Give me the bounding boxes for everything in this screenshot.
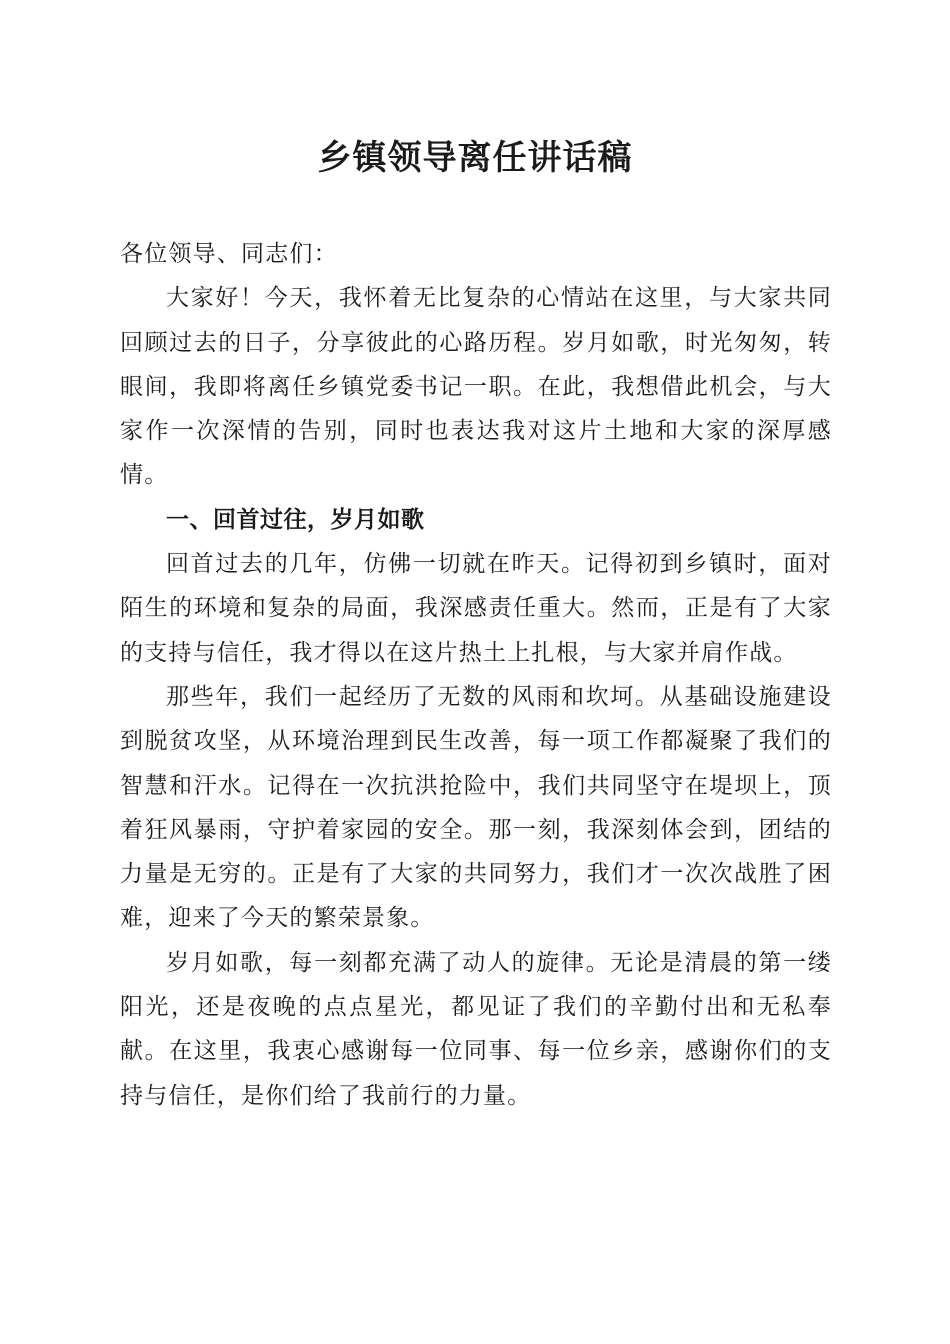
- body-paragraph: 那些年，我们一起经历了无数的风雨和坎坷。从基础设施建设到脱贫攻坚，从环境治理到民生改善，每一项工作都凝聚了我们的智慧和汗水。记得在一次抗洪抢险中，我们共同坚守在堤坝上，顶着狂风暴雨，守护着家园的安全。那一刻，我深刻体会到，团结的力量是无穷的。正是有了大家的共同努力，我们才一次次战胜了困难，迎来了今天的繁荣景象。: [120, 683, 832, 932]
- body-paragraph: 岁月如歌，每一刻都充满了动人的旋律。无论是清晨的第一缕阳光，还是夜晚的点点星光，都见证了我们的辛勤付出和无私奉献。在这里，我衷心感谢每一位同事、每一位乡亲，感谢你们的支持与信任，是你们给了我前行的力量。: [120, 949, 832, 1109]
- section-heading: 一、回首过往，岁月如歌: [166, 506, 425, 533]
- intro-paragraph: 大家好！今天，我怀着无比复杂的心情站在这里，与大家共同回顾过去的日子，分享彼此的心路历程。岁月如歌，时光匆匆，转眼间，我即将离任乡镇党委书记一职。在此，我想借此机会，与大家作一次深情的告别，同时也表达我对这片土地和大家的深厚感情。: [120, 285, 832, 489]
- document-body: [120, 232, 832, 1118]
- salutation: 各位领导、同志们：: [120, 241, 338, 267]
- document-title: 乡镇领导离任讲话稿: [317, 138, 633, 178]
- body-paragraph: 回首过去的几年，仿佛一切就在昨天。记得初到乡镇时，面对陌生的环境和复杂的局面，我深感责任重大。然而，正是有了大家的支持与信任，我才得以在这片热土上扎根，与大家并肩作战。: [120, 551, 832, 666]
